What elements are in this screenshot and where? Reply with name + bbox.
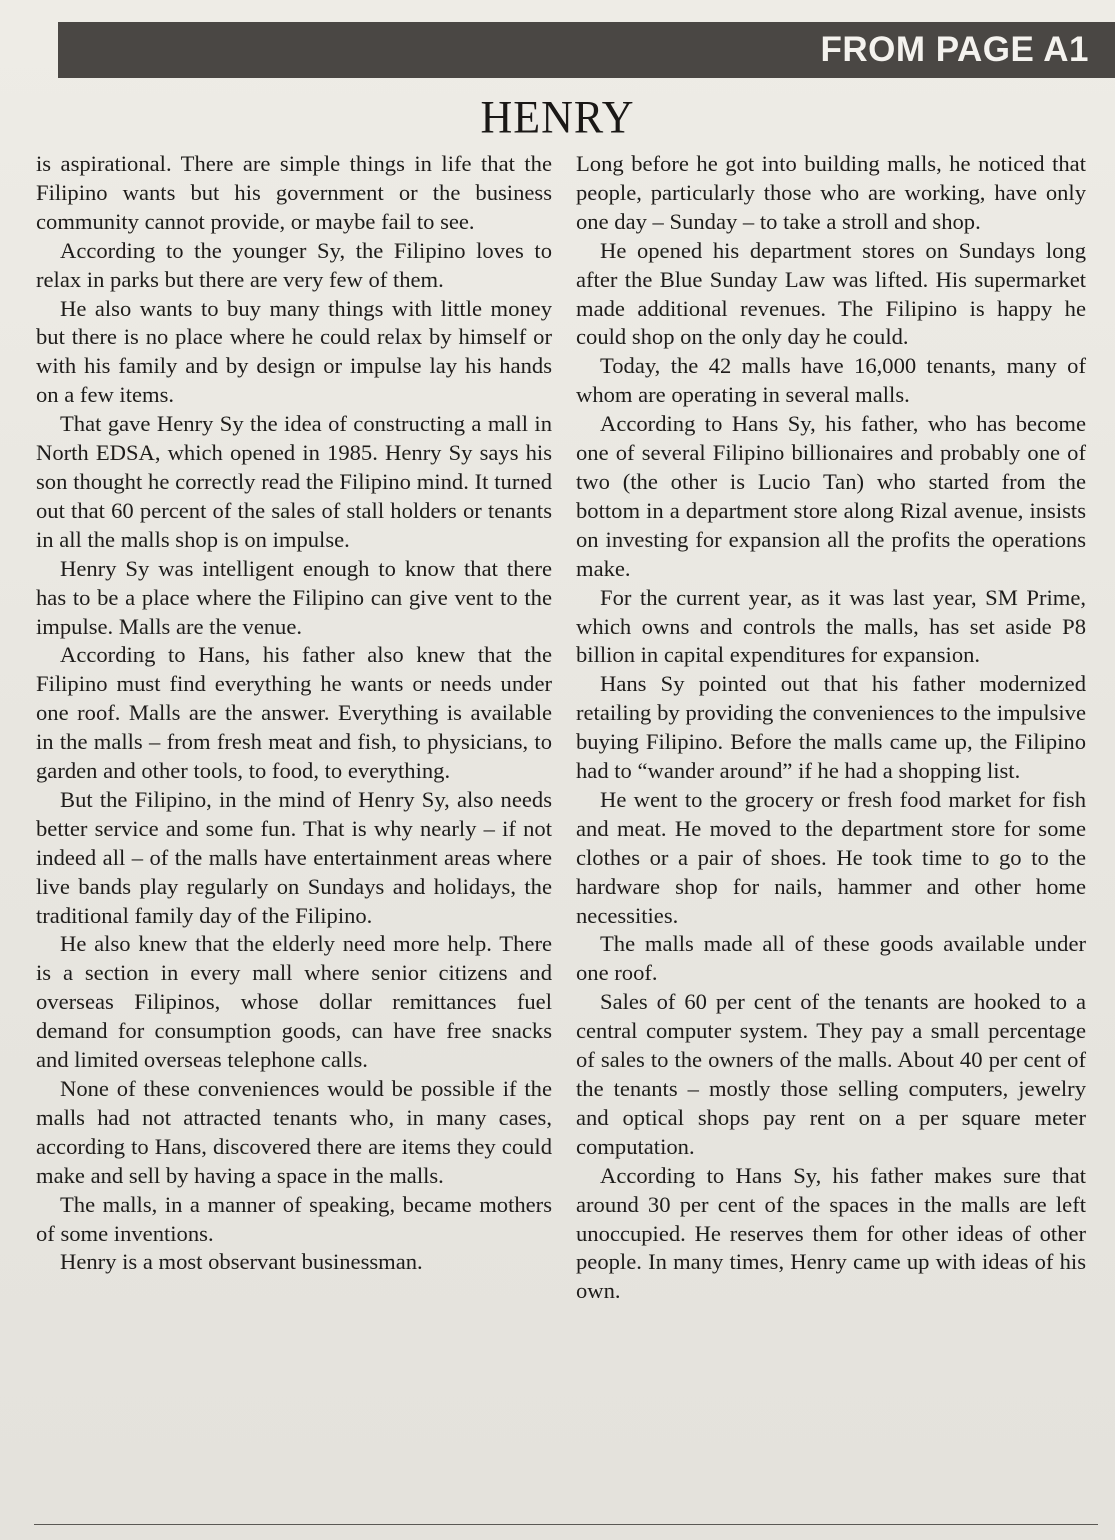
paragraph: He opened his department stores on Sundays long after the Blue Sunday Law was lifted. His supermarket made additional revenues. The Filipino is happy he could shop on the only day he could.: [576, 237, 1086, 350]
paragraph: He also knew that the elderly need more help. There is a section in every mall where senior citizens and overseas Filipinos, whose dollar remittances fuel demand for consumption goods, can have free snacks and limited overseas telephone calls.: [36, 931, 552, 1073]
paragraph: According to Hans, his father also knew that the Filipino must find everything he wants or needs under one roof. Malls are the answer. Everything is available in the malls – from fresh meat and fish, to physicians, to garden and other tools, to food, to everything.: [36, 642, 552, 784]
bottom-rule: [34, 1524, 1098, 1525]
paragraph: None of these conveniences would be possible if the malls had not attracted tenants who, in many cases, according to Hans, discovered there are items they could make and sell by having a space in the malls.: [36, 1076, 552, 1188]
paragraph: But the Filipino, in the mind of Henry Sy, also needs better service and some fun. That is why nearly – if not indeed all – of the malls have entertainment areas where live bands play regularly on Sundays and holidays, the traditional family day of the Filipino.: [36, 786, 552, 928]
paragraph: He went to the grocery or fresh food market for fish and meat. He moved to the department store for some clothes or a pair of shoes. He took time to go to the hardware shop for nails, hammer and other home necessities.: [576, 786, 1086, 928]
article-headline: HENRY: [480, 91, 635, 144]
paragraph: For the current year, as it was last year, SM Prime, which owns and controls the malls, has set aside P8 billion in capital expenditures for expansion.: [576, 584, 1086, 668]
banner-label: FROM PAGE A1: [820, 30, 1089, 69]
right-column: [576, 150, 1086, 1306]
paragraph: The malls made all of these goods available under one roof.: [576, 931, 1086, 986]
paragraph: The malls, in a manner of speaking, became mothers of some inventions.: [36, 1191, 552, 1246]
paragraph: Sales of 60 per cent of the tenants are hooked to a central computer system. They pay a small percentage of sales to the owners of the malls. About 40 per cent of the tenants – mostly those selling computers, jewelry and optical shops pay rent on a per square meter computation.: [576, 989, 1086, 1159]
paragraph: Henry Sy was intelligent enough to know that there has to be a place where the Filipino can give vent to the impulse. Malls are the venue.: [36, 555, 552, 639]
paragraph: Today, the 42 malls have 16,000 tenants, many of whom are operating in several malls.: [576, 353, 1086, 408]
paragraph: He also wants to buy many things with little money but there is no place where he could relax by himself or with his family and by design or impulse lay his hands on a few items.: [36, 295, 552, 408]
paragraph: According to Hans Sy, his father makes sure that around 30 per cent of the spaces in the malls are left unoccupied. He reserves them for other ideas of other people. In many times, Henry came up with ideas of his own.: [576, 1162, 1086, 1304]
paragraph: is aspirational. There are simple things in life that the Filipino wants but his government or the business community cannot provide, or maybe fail to see.: [36, 151, 552, 234]
left-column: [36, 150, 552, 1277]
paragraph: Long before he got into building malls, he noticed that people, particularly those who are working, have only one day – Sunday – to take a stroll and shop.: [576, 151, 1086, 234]
paragraph: According to Hans Sy, his father, who has become one of several Filipino billionaires and probably one of two (the other is Lucio Tan) who started from the bottom in a department store along Rizal avenue, insists on investing for expansion all the profits the operations make.: [576, 411, 1086, 581]
continuation-banner: [58, 22, 1115, 78]
paragraph: That gave Henry Sy the idea of constructing a mall in North EDSA, which opened in 1985. Henry Sy says his son thought he correctly read the Filipino mind. It turned out that 60 percent of the sales of stall holders or tenants in all the malls shop is on impulse.: [36, 411, 552, 552]
paragraph: According to the younger Sy, the Filipino loves to relax in parks but there are very few of them.: [36, 237, 552, 292]
paragraph: Hans Sy pointed out that his father modernized retailing by providing the conveniences to the impulsive buying Filipino. Before the malls came up, the Filipino had to “wander around” if he had a shopping list.: [576, 671, 1086, 784]
paragraph: Henry is a most observant businessman.: [60, 1249, 423, 1275]
